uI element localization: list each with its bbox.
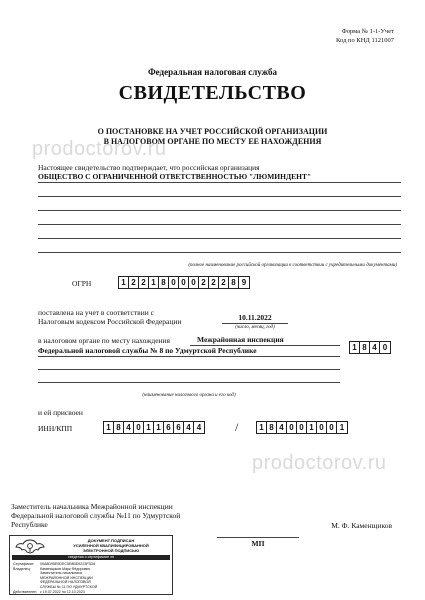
organization-name: ОБЩЕСТВО С ОГРАНИЧЕННОЙ ОТВЕТСТВЕННОСТЬЮ "ЛЮМИНДЕНТ" [38,172,312,181]
stamp-row-key: Действителен: [13,589,38,594]
assigned-text: и ей присвоен [38,408,83,417]
ogrn-digit: 2 [139,277,149,288]
inn-digit: 4 [184,422,194,433]
authority-name: Федеральная налоговая служба [147,67,278,77]
tax-office-line-2 [38,356,340,357]
org-line-4 [38,224,401,225]
inn-kpp-label: ИНН/КПП [38,424,73,433]
stamp-row-value: ФЕДЕРАЛЬНОЙ НАЛОГОВОЙ [40,580,91,585]
stamp-bar: сведения о сертификате эп [12,555,170,560]
kpp-digit: 1 [307,422,317,433]
kpp-digit: 1 [339,423,345,432]
tax-office-code-digit: 8 [360,342,370,353]
ogrn-digit: 1 [149,277,159,288]
ogrn-digit: 9 [241,278,247,287]
intro-text: Настоящее свидетельство подтверждает, что российская организация [38,163,260,172]
inn-cells [103,421,205,434]
tax-office-prefix: в налоговом органе по месту нахождения [38,336,171,345]
kpp-digit: 8 [267,422,277,433]
signature-line [217,537,299,538]
registration-line-2: Налоговым кодексом Российской Федерации [38,317,182,326]
kpp-digit: 0 [287,422,297,433]
subtitle-line-1: О ПОСТАНОВКЕ НА УЧЕТ РОССИЙСКОЙ ОРГАНИЗАЦИИ [97,127,328,136]
tax-office-name-part1: Межрайонная инспекция [197,335,284,344]
ogrn-digit: 2 [129,277,139,288]
signatory-position-line-1: Заместитель начальника Межрайонной инспекции [11,502,173,511]
ogrn-digit: 8 [229,277,239,288]
kpp-digit: 1 [257,422,267,433]
doc-title: СВИДЕТЕЛЬСТВО [118,82,307,104]
stamp-row-value: МЕЖРАЙОННОЙ ИНСПЕКЦИИ [40,575,93,580]
inn-digit: 6 [164,422,174,433]
org-line-1 [38,182,401,183]
inn-digit: 6 [174,422,184,433]
stamp-row-value: СЛУЖБЫ № 11 ПО УДМУРТСКОЙ [40,585,98,589]
inn-digit: 4 [124,422,134,433]
signatory-position-line-3: Республике [11,520,48,529]
ogrn-digit: 2 [219,277,229,288]
stamp-row-value: Каменщиков Марк Фёдорович [40,566,91,571]
kpp-digit: 0 [317,422,327,433]
kpp-cells [256,421,348,434]
watermark-bottom: prodoctorov.ru [252,452,387,474]
tax-office-code-cells [349,341,391,354]
registration-date: 10.11.2022 [238,313,272,322]
subtitle-line-2: В НАЛОГОВОМ ОРГАНЕ ПО МЕСТУ ЕЕ НАХОЖДЕНИЯ [103,137,322,146]
form-number: Форма № 1-1-Учет [341,28,394,35]
signatory-name: М. Ф. Каменщиков [331,521,392,530]
emblem-icon [14,538,46,554]
tax-office-code-digit: 1 [350,342,360,353]
stamp-row-key: Сертификат: [13,562,35,566]
ogrn-cells [118,276,250,289]
stamp-row-key: Владелец: [13,566,31,571]
stamp-row-value: с 19.07.2022 по 12.10.2023 [40,589,85,594]
tax-office-code-digit: 0 [382,343,388,352]
tax-office-line-3 [38,369,340,370]
ogrn-digit: 2 [209,277,219,288]
tax-office-caption: (наименование налогового органа и его код) [142,393,236,398]
ogrn-digit: 0 [179,277,189,288]
ogrn-digit: 0 [189,277,199,288]
ogrn-digit: 8 [159,277,169,288]
ogrn-label: ОГРН [72,279,92,288]
inn-kpp-separator: / [235,420,239,434]
org-line-3 [38,210,401,211]
org-line-2 [38,196,401,197]
tax-office-name-part2: Федеральной налоговой службы № 8 по Удмуртской Республике [38,346,257,355]
inn-digit: 1 [144,422,154,433]
signatory-position-line-2: Федеральной налоговой службы №11 по Удмуртской [11,511,181,520]
inn-digit: 1 [104,422,114,433]
kpp-digit: 4 [277,422,287,433]
stamp-title: ДОКУМЕНТ ПОДПИСАН УСИЛЕННОЙ КВАЛИФИЦИРОВАННОЙ ЭЛЕКТРОННОЙ ПОДПИСЬЮ [73,538,149,553]
date-caption: (число, месяц, год) [235,325,275,330]
ogrn-digit: 1 [119,277,129,288]
registration-line-1: поставлена на учет в соответствии с [38,308,154,317]
tax-office-code-digit: 4 [370,342,380,353]
seal-mark: МП [251,539,265,548]
watermark-top: prodoctorov.ru [32,138,167,160]
tax-office-line-4 [38,382,340,383]
inn-digit: 8 [114,422,124,433]
org-name-caption: (полное наименование российской организации в соответствии с учредительными документами) [188,263,397,268]
ogrn-digit: 0 [169,277,179,288]
stamp-row [13,590,85,594]
org-line-6 [38,252,401,253]
inn-digit: 4 [196,423,202,432]
stamp-row-value: 00A8D95E9DEC5E8BD5223F3D6 [40,562,96,566]
knd-code: Код по КНД 1121007 [336,37,394,44]
inn-digit: 1 [154,422,164,433]
kpp-digit: 0 [327,422,337,433]
inn-digit: 0 [134,422,144,433]
date-line [222,323,288,324]
org-line-5 [38,238,401,239]
ogrn-digit: 2 [199,277,209,288]
stamp-row-value: Заместитель начальника [40,571,82,576]
kpp-digit: 0 [297,422,307,433]
e-signature-stamp [9,535,173,595]
